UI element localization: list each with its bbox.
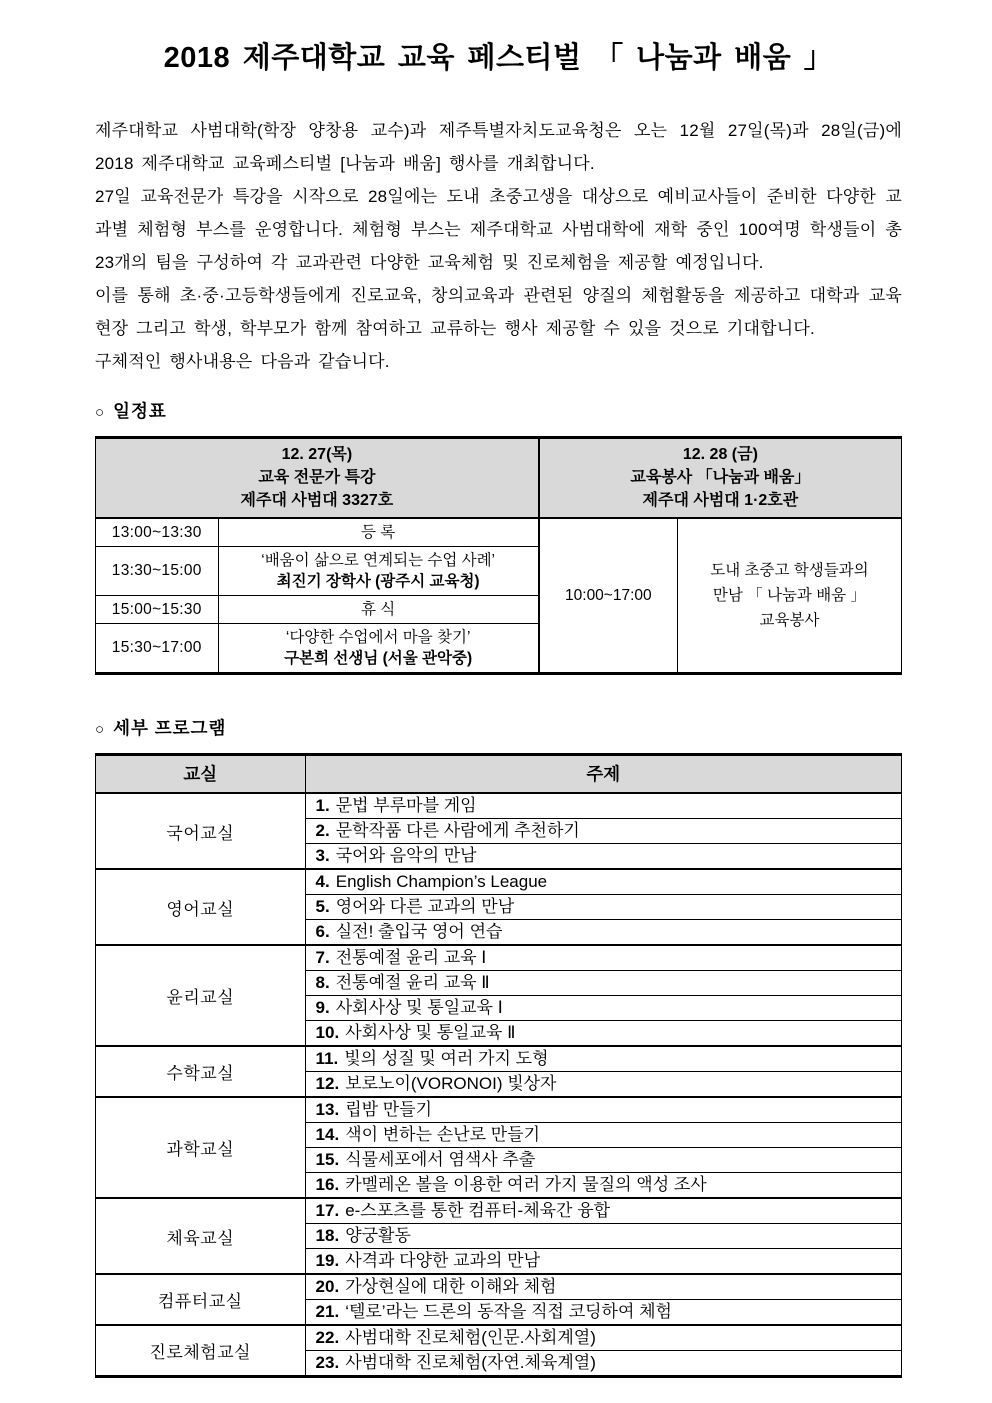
item-number: 15. <box>315 1150 340 1169</box>
intro-paragraph-1: 제주대학교 사범대학(학장 양창용 교수)과 제주특별자치도교육청은 오는 12월 27일(목)과 28일(금)에 2018 제주대학교 교육페스티벌 [나눔과 배움] 행사를 개최합니다. <box>95 121 902 173</box>
day2-desc-line: 만남 「 나눔과 배움 」 <box>712 587 866 604</box>
column-header-topic: 주제 <box>305 755 901 794</box>
item-number: 12. <box>315 1074 340 1093</box>
program-item <box>305 1046 901 1072</box>
item-text: 양궁활동 <box>345 1226 411 1245</box>
classroom-career: 진로체험교실 <box>96 1325 306 1377</box>
page-title: 2018 제주대학교 교육 페스티벌 「 나눔과 배움 」 <box>163 42 834 74</box>
table-row <box>96 793 902 819</box>
table-row <box>96 1325 902 1351</box>
item-number: 2. <box>315 821 330 840</box>
classroom-ethics: 윤리교실 <box>96 945 306 1046</box>
item-number: 20. <box>315 1277 340 1296</box>
item-text: 빛의 성질 및 여러 가지 도형 <box>344 1049 549 1068</box>
item-text: 사회사상 및 통일교육 Ⅱ <box>345 1023 516 1042</box>
program-item <box>305 1198 901 1224</box>
program-header-row <box>96 755 902 794</box>
schedule-header-day2 <box>539 438 902 519</box>
section-heading-schedule <box>95 400 902 424</box>
item-text: 사격과 다양한 교과의 만남 <box>345 1251 540 1270</box>
intro-paragraph-2: 27일 교육전문가 특강을 시작으로 28일에는 도내 초중고생을 대상으로 예비교사들이 준비한 다양한 교과별 체험형 부스를 운영합니다. 체험형 부스는 제주대학교 사범대학에 재학 중인 100여명 학생들이 총 23개의 팀을 구성하여 각 교과관련 다양한 교육체험 및 진로체험을 제공할 예정입니다. <box>95 187 902 272</box>
day2-desc-line: 도내 초중고 학생들과의 <box>710 562 869 579</box>
table-row <box>96 1198 902 1224</box>
classroom-computer: 컴퓨터교실 <box>96 1274 306 1325</box>
lecture-speaker: 최진기 장학사 (광주시 교육청) <box>276 573 480 590</box>
item-number: 8. <box>315 973 330 992</box>
item-number: 13. <box>315 1100 340 1119</box>
item-text: 국어와 음악의 만남 <box>335 846 477 865</box>
item-text: e-스포츠를 통한 컴퓨터-체육간 융합 <box>345 1201 611 1220</box>
day1-location: 제주대 사범대 3327호 <box>240 492 394 509</box>
item-number: 1. <box>315 796 330 815</box>
day2-description <box>677 518 901 674</box>
item-text: 사범대학 진로체험(인문.사회계열) <box>345 1328 596 1347</box>
item-text: 문법 부루마블 게임 <box>335 796 477 815</box>
item-number: 14. <box>315 1125 340 1144</box>
slot-title: 등 록 <box>218 518 539 547</box>
day2-date: 12. 28 (금) <box>682 446 758 463</box>
item-number: 16. <box>315 1175 340 1194</box>
item-number: 3. <box>315 846 330 865</box>
item-number: 4. <box>315 872 330 891</box>
table-row <box>96 945 902 971</box>
item-text: 가상현실에 대한 이해와 체험 <box>345 1277 557 1296</box>
lecture-speaker: 구본희 선생님 (서울 관악중) <box>284 650 473 667</box>
item-text: 사회사상 및 통일교육 Ⅰ <box>335 998 503 1017</box>
program-item <box>305 971 901 996</box>
day2-location: 제주대 사범대 1·2호관 <box>642 492 799 509</box>
item-number: 11. <box>315 1049 339 1068</box>
intro-paragraph-3: 이를 통해 초·중·고등학생들에게 진로교육, 창의교육과 관련된 양질의 체험활동을 제공하고 대학과 교육현장 그리고 학생, 학부모가 함께 참여하고 교류하는 행사 제공할 수 있을 것으로 기대합니다. <box>95 286 902 338</box>
circle-bullet-icon: ○ <box>95 404 105 421</box>
item-text: 립밤 만들기 <box>345 1100 433 1119</box>
program-item <box>305 1097 901 1123</box>
column-header-classroom: 교실 <box>96 755 306 794</box>
day2-desc-line: 교육봉사 <box>759 612 820 629</box>
time-slot: 15:00~15:30 <box>96 596 219 624</box>
item-text: 사범대학 진로체험(자연.체육계열) <box>345 1353 596 1372</box>
item-number: 9. <box>315 998 330 1017</box>
item-number: 6. <box>315 922 330 941</box>
item-number: 10. <box>315 1023 340 1042</box>
item-number: 5. <box>315 897 330 916</box>
program-item <box>305 793 901 819</box>
program-item <box>305 996 901 1021</box>
program-item <box>305 1021 901 1047</box>
intro-text <box>95 114 902 378</box>
section-heading-program <box>95 717 902 741</box>
section-label-schedule: 일정표 <box>113 401 167 421</box>
classroom-korean: 국어교실 <box>96 793 306 869</box>
slot-detail <box>218 547 539 596</box>
table-row <box>96 1046 902 1072</box>
item-text: 전통예절 윤리 교육 Ⅰ <box>335 948 487 967</box>
item-number: 21. <box>315 1302 340 1321</box>
schedule-table <box>95 436 902 675</box>
lecture-title: ‘배움이 삶으로 연계되는 수업 사례’ <box>261 552 496 569</box>
program-item <box>305 869 901 895</box>
slot-title: 휴 식 <box>218 596 539 624</box>
program-table <box>95 753 902 1378</box>
item-text: ‘텔로’라는 드론의 동작을 직접 코딩하여 체험 <box>345 1302 672 1321</box>
item-text: 카멜레온 볼을 이용한 여러 가지 물질의 액성 조사 <box>345 1175 707 1194</box>
program-item <box>305 1249 901 1275</box>
item-number: 17. <box>315 1201 340 1220</box>
classroom-science: 과학교실 <box>96 1097 306 1198</box>
item-text: 보로노이(VORONOI) 빛상자 <box>345 1074 557 1093</box>
program-item <box>305 1274 901 1300</box>
item-number: 7. <box>315 948 330 967</box>
time-slot: 13:00~13:30 <box>96 518 219 547</box>
program-item <box>305 1072 901 1098</box>
item-text: 문학작품 다른 사람에게 추천하기 <box>335 821 580 840</box>
program-item <box>305 945 901 971</box>
item-text: English Champion’s League <box>335 872 548 891</box>
time-slot: 13:30~15:00 <box>96 547 219 596</box>
item-number: 22. <box>315 1328 340 1347</box>
lecture-title: ‘다양한 수업에서 마을 찾기’ <box>285 629 471 646</box>
program-item <box>305 1224 901 1249</box>
item-number: 19. <box>315 1251 340 1270</box>
program-item <box>305 1148 901 1173</box>
program-item <box>305 895 901 920</box>
item-text: 전통예절 윤리 교육 Ⅱ <box>335 973 490 992</box>
program-item <box>305 1351 901 1377</box>
schedule-row-registration <box>96 518 902 547</box>
day2-time-slot: 10:00~17:00 <box>539 518 678 674</box>
classroom-pe: 체육교실 <box>96 1198 306 1274</box>
day2-event: 교육봉사 「나눔과 배움」 <box>630 469 811 486</box>
time-slot: 15:30~17:00 <box>96 624 219 674</box>
program-item <box>305 1173 901 1199</box>
intro-paragraph-4: 구체적인 행사내용은 다음과 같습니다. <box>95 352 390 371</box>
schedule-header-day1 <box>96 438 539 519</box>
item-number: 18. <box>315 1226 340 1245</box>
program-item <box>305 1300 901 1326</box>
item-text: 실전! 출입국 영어 연습 <box>335 922 503 941</box>
program-item <box>305 1123 901 1148</box>
classroom-english: 영어교실 <box>96 869 306 945</box>
program-item <box>305 844 901 870</box>
day1-event: 교육 전문가 특강 <box>258 469 376 486</box>
program-item <box>305 1325 901 1351</box>
day1-date: 12. 27(목) <box>281 446 353 463</box>
classroom-math: 수학교실 <box>96 1046 306 1097</box>
program-item <box>305 920 901 946</box>
item-text: 색이 변하는 손난로 만들기 <box>345 1125 540 1144</box>
item-number: 23. <box>315 1353 340 1372</box>
circle-bullet-icon: ○ <box>95 721 105 738</box>
table-row <box>96 869 902 895</box>
slot-detail <box>218 624 539 674</box>
item-text: 식물세포에서 염색사 추출 <box>345 1150 536 1169</box>
schedule-header-row <box>96 438 902 519</box>
table-row <box>96 1097 902 1123</box>
program-item <box>305 819 901 844</box>
section-label-program: 세부 프로그램 <box>113 718 227 738</box>
table-row <box>96 1274 902 1300</box>
item-text: 영어와 다른 교과의 만남 <box>335 897 515 916</box>
